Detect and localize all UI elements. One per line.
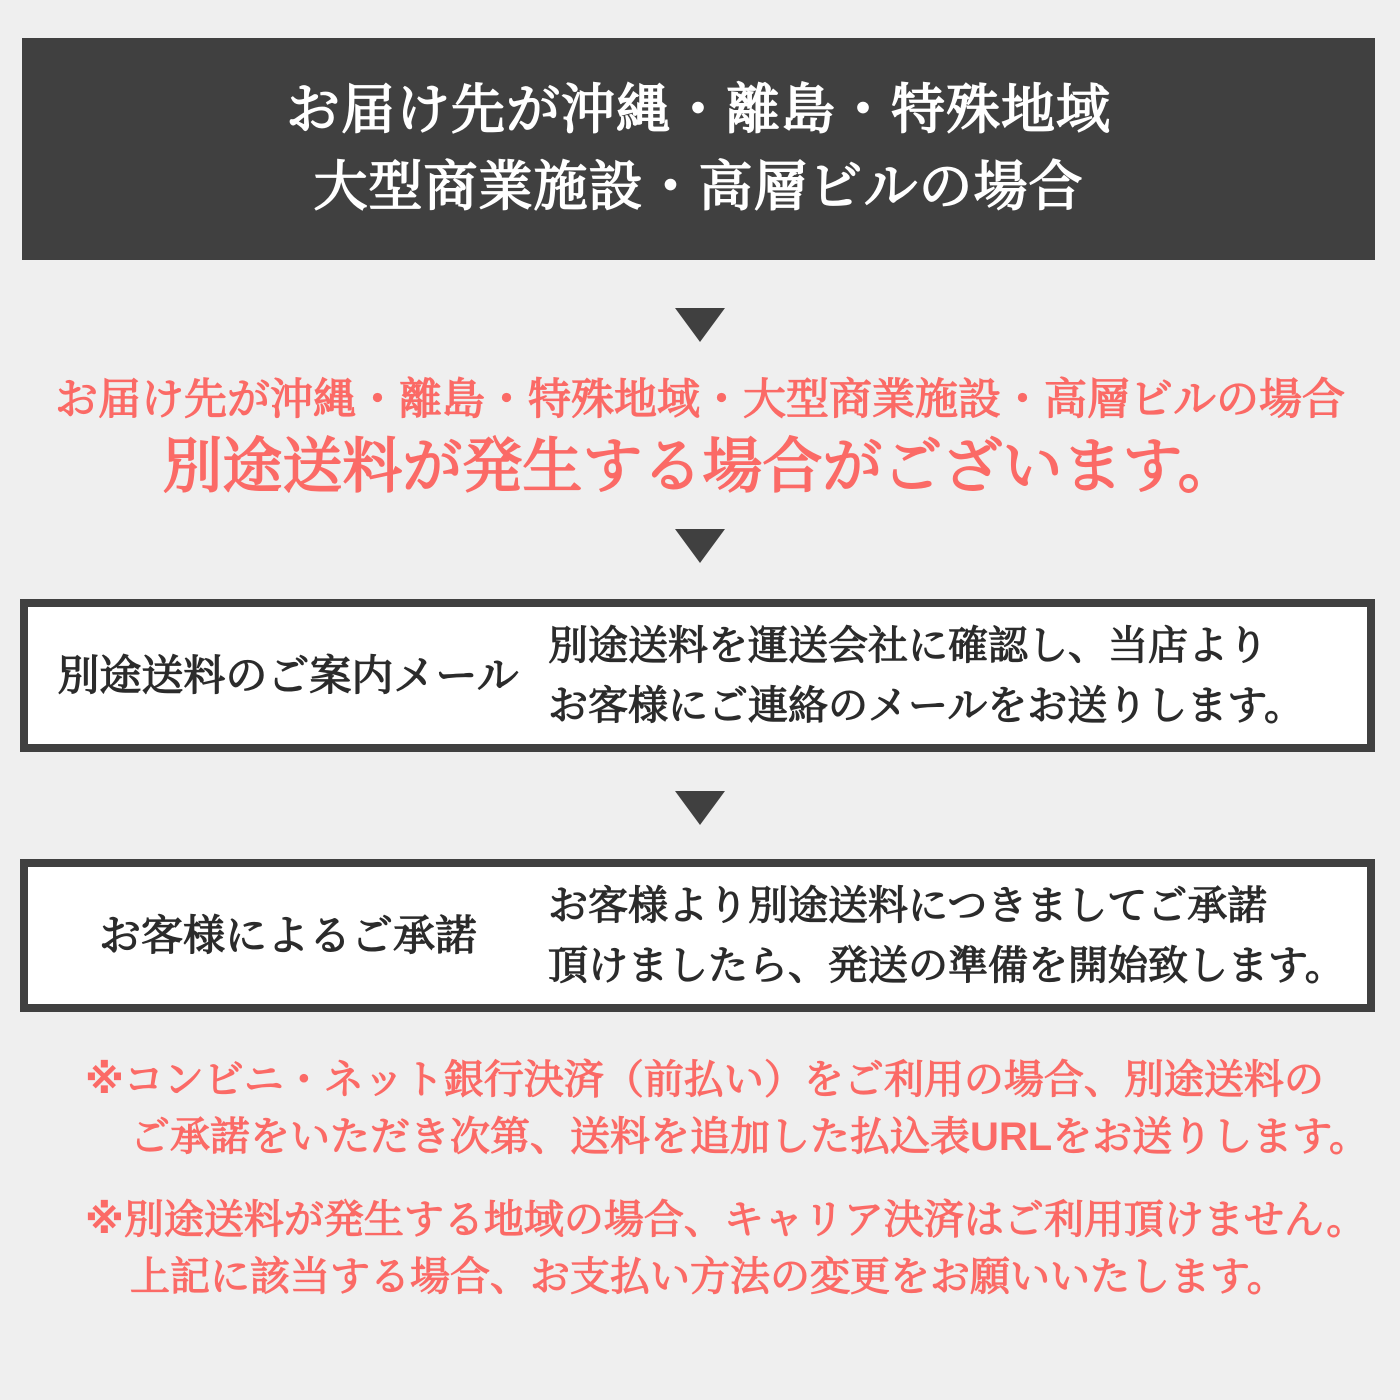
footnote-line-2: 上記に該当する場合、お支払い方法の変更をお願いいたします。	[130, 1255, 1287, 1299]
step-box-shipping-fee-mail	[20, 599, 1375, 752]
step-box-customer-approval	[20, 859, 1375, 1012]
footnote-line-1: ※コンビニ・ネット銀行決済（前払い）をご利用の場合、別途送料の	[85, 1058, 1324, 1102]
banner-line-2: 大型商業施設・高層ビルの場合	[313, 157, 1084, 217]
down-arrow-icon	[675, 529, 725, 563]
step-label: お客様によるご承諾	[98, 911, 477, 959]
lead-line-2: 別途送料が発生する場合がございます。	[162, 433, 1238, 500]
header-banner	[22, 38, 1375, 260]
footnote-carrier-payment	[85, 1192, 1400, 1306]
footnote-line-1: ※別途送料が発生する地域の場合、キャリア決済はご利用頂けません。	[85, 1198, 1367, 1242]
step-description-line-1: お客様より別途送料につきましてご承諾	[548, 883, 1268, 928]
step-description-line-1: 別途送料を運送会社に確認し、当店より	[548, 623, 1268, 668]
step-description	[548, 876, 1345, 996]
down-arrow-icon	[675, 791, 725, 825]
footnote-payment-prepaid	[85, 1052, 1400, 1166]
down-arrow-icon	[675, 308, 725, 342]
step-description-line-2: 頂けましたら、発送の準備を開始致します。	[548, 943, 1345, 988]
step-description-line-2: お客様にご連絡のメールをお送りします。	[548, 683, 1304, 728]
lead-warning-text	[0, 372, 1400, 505]
step-label: 別途送料のご案内メール	[57, 651, 519, 699]
banner-line-1: お届け先が沖縄・離島・特殊地域	[286, 80, 1111, 140]
footnotes	[85, 1052, 1400, 1306]
lead-line-1: お届け先が沖縄・離島・特殊地域・大型商業施設・高層ビルの場合	[55, 376, 1345, 424]
footnote-line-2: ご承諾をいただき次第、送料を追加した払込表URLをお送りします。	[130, 1115, 1370, 1159]
step-description	[548, 616, 1304, 736]
